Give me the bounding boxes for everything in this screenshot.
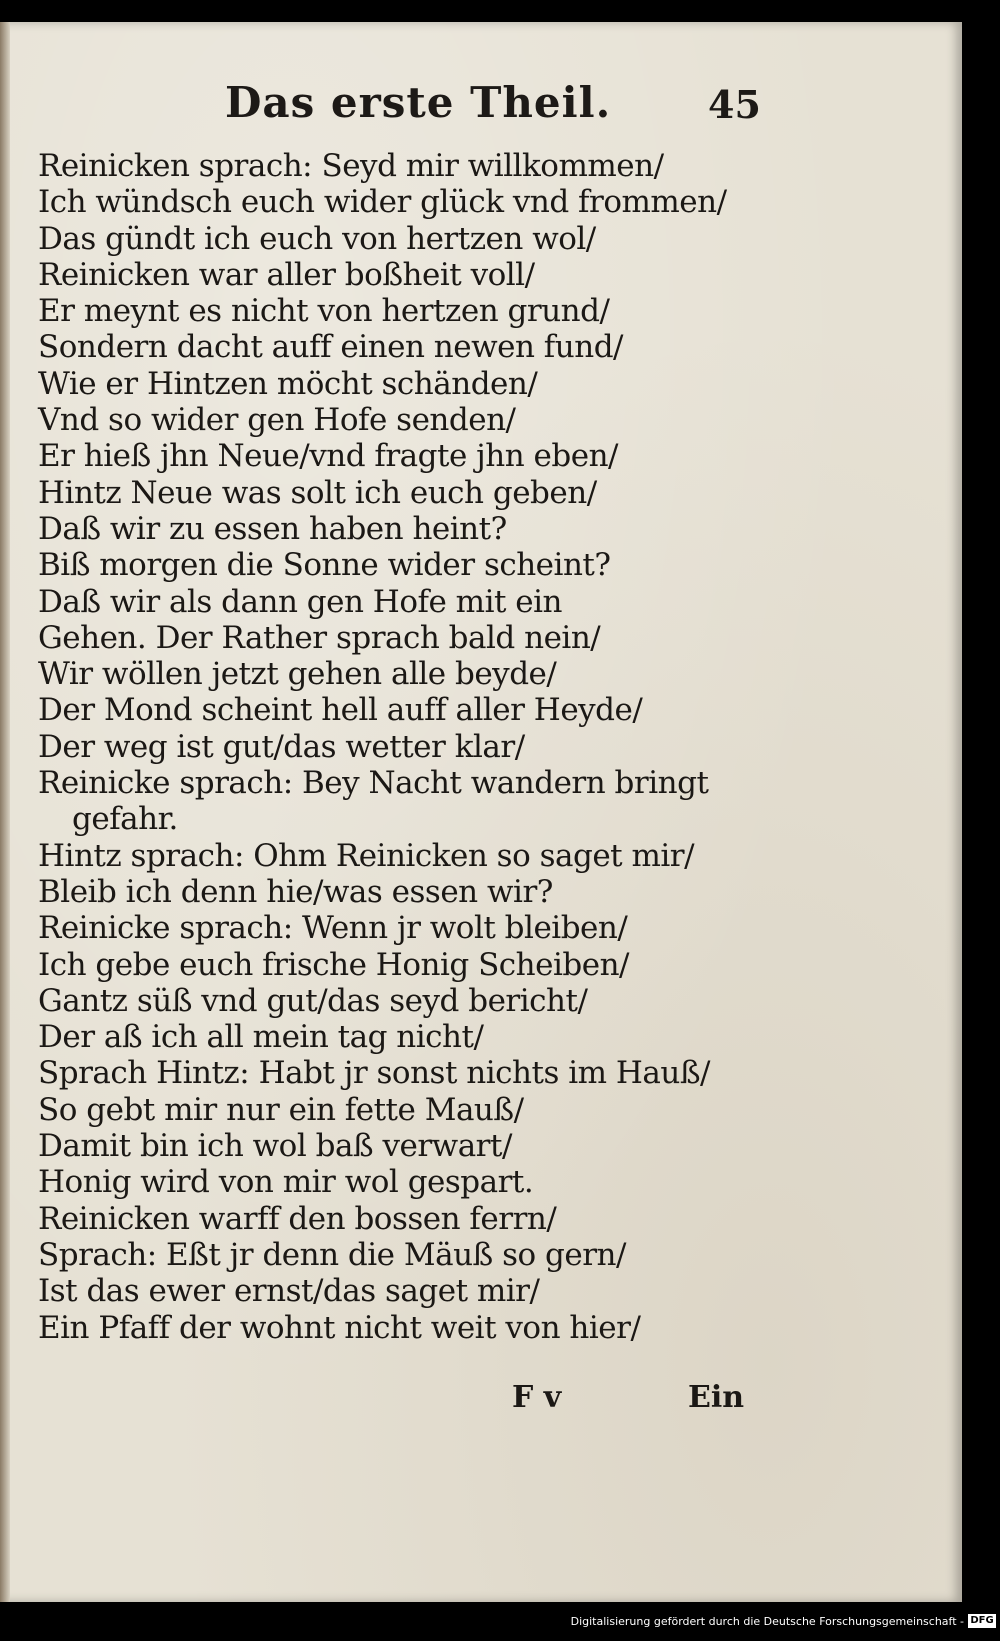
running-head <box>0 78 962 148</box>
verse-line: Honig wird von mir wol gespart. <box>38 1164 534 1201</box>
verse-line: Ich wündsch euch wider glück vnd frommen/ <box>38 184 727 221</box>
verse-line: Ich gebe euch frische Honig Scheiben/ <box>38 946 629 983</box>
page-number: 45 <box>708 82 761 127</box>
verse-line: Wir wöllen jetzt gehen alle beyde/ <box>38 656 557 693</box>
verse-line: Er hieß jhn Neue/vnd fragte jhn eben/ <box>38 438 619 475</box>
verse-line: Sprach Hintz: Habt jr sonst nichts im Hauß/ <box>38 1055 711 1092</box>
verse-line: Daß wir zu essen haben heint? <box>38 510 507 547</box>
running-head-title: Das erste Theil. <box>225 78 612 127</box>
page-edge <box>0 22 10 1602</box>
dfg-logo-icon: DFG <box>968 1614 996 1628</box>
verse-line-continuation: gefahr. <box>72 801 178 838</box>
verse-line: Biß morgen die Sonne wider scheint? <box>38 547 611 584</box>
verse-line: Vnd so wider gen Hofe senden/ <box>38 402 516 439</box>
verse-line: Sprach: Eßt jr denn die Mäuß so gern/ <box>38 1236 626 1273</box>
verse-line: Ist das ewer ernst/das saget mir/ <box>38 1273 540 1310</box>
verse-line: Sondern dacht auff einen newen fund/ <box>38 329 624 366</box>
verse-line: Ein Pfaff der wohnt nicht weit von hier/ <box>38 1309 641 1346</box>
verse-line: So gebt mir nur ein fette Mauß/ <box>38 1091 524 1128</box>
verse-line: Reinicke sprach: Bey Nacht wandern bringt <box>38 765 709 802</box>
catchword: Ein <box>688 1380 745 1415</box>
verse-line: Der aß ich all mein tag nicht/ <box>38 1019 484 1056</box>
signature-mark: F v <box>512 1380 562 1415</box>
verse-line: Bleib ich denn hie/was essen wir? <box>38 873 553 910</box>
verse-line: Damit bin ich wol baß verwart/ <box>38 1128 512 1165</box>
page-footer <box>0 1380 962 1430</box>
verse-line: Reinicke sprach: Wenn jr wolt bleiben/ <box>38 910 628 947</box>
verse-line: Reinicken war aller boßheit voll/ <box>38 256 535 293</box>
verse-line: Er meynt es nicht von hertzen grund/ <box>38 293 610 330</box>
verse-line: Hintz Neue was solt ich euch geben/ <box>38 474 597 511</box>
verse-line: Der weg ist gut/das wetter klar/ <box>38 728 525 765</box>
verse-line: Gehen. Der Rather sprach bald nein/ <box>38 619 601 656</box>
verse-line: Hintz sprach: Ohm Reinicken so saget mir/ <box>38 837 695 874</box>
verse-line: Der Mond scheint hell auff aller Heyde/ <box>38 692 643 729</box>
verse-line: Das gündt ich euch von hertzen wol/ <box>38 220 596 257</box>
verse-line: Gantz süß vnd gut/das seyd bericht/ <box>38 982 588 1019</box>
verse-line: Reinicken warff den bossen ferrn/ <box>38 1200 557 1237</box>
verse-line: Daß wir als dann gen Hofe mit ein <box>38 583 563 620</box>
verse-line: Wie er Hintzen möcht schänden/ <box>38 365 538 402</box>
verse-line: Reinicken sprach: Seyd mir willkommen/ <box>38 148 664 184</box>
verse-text <box>38 148 758 1346</box>
credit-text: Digitalisierung gefördert durch die Deutsche Forschungsgemeinschaft - <box>570 1615 964 1628</box>
